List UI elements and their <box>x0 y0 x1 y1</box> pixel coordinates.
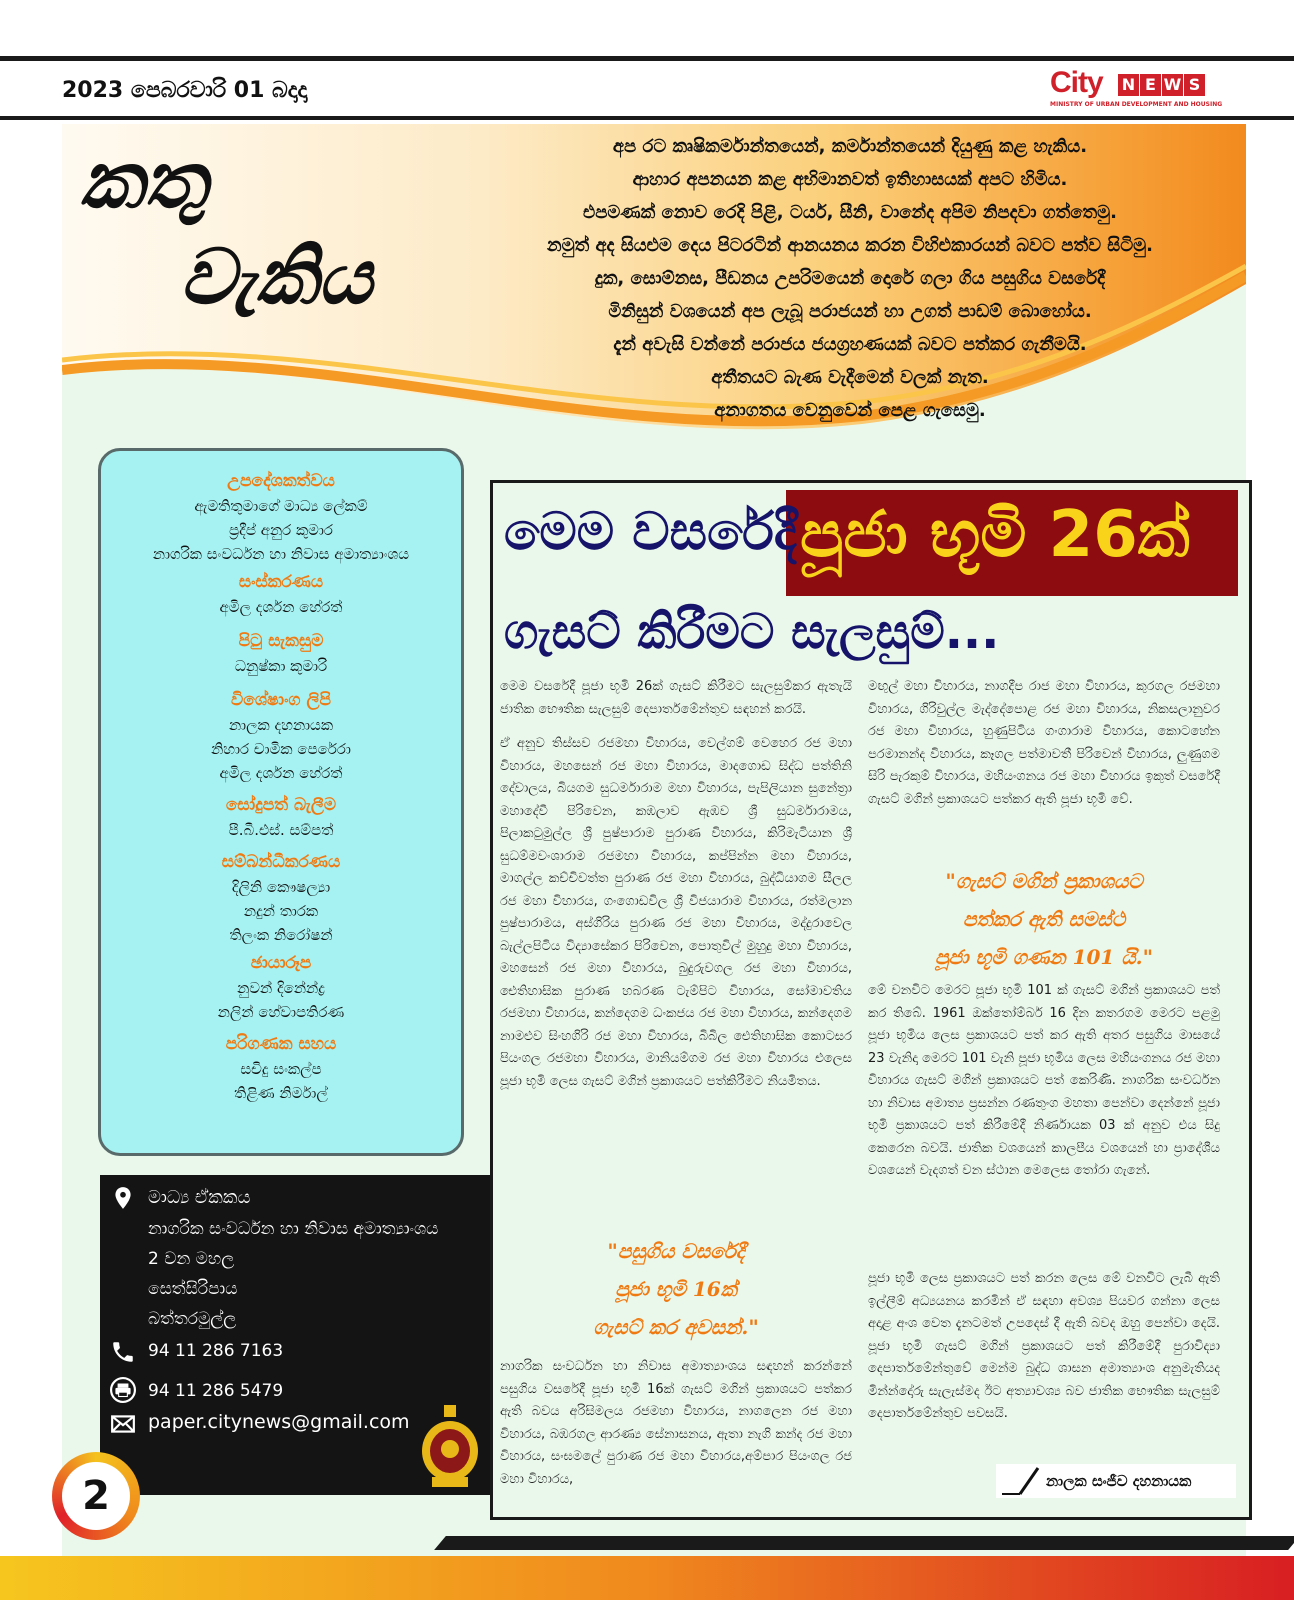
quote-line: මිනිසුන් වශයෙන් අප ලැබූ පරාජයන් හා උගත් පාඩම් බොහෝය. <box>608 301 1092 322</box>
quote-line: දුක, සොම්නස, පීඩනය උපරිමයෙන් දොරේ ගලා ගිය පසුගිය වසරේදී <box>594 268 1106 289</box>
credit-name: නාලක දහනායක <box>228 716 334 734</box>
credits-box <box>98 448 464 1156</box>
phone-number[interactable]: 94 11 286 7163 <box>148 1341 284 1361</box>
page-number: 2 <box>62 1462 130 1530</box>
credit-heading: සම්බන්ධීකරණය <box>221 852 341 872</box>
credit-name: දිලිනි කෞෂල්‍යා <box>231 878 331 896</box>
article-column-1-continued <box>500 1356 852 1503</box>
top-rule <box>0 56 1294 61</box>
citynews-logo <box>1050 66 1232 110</box>
pull-quote-line: ගැසට් කර අවසන්." <box>593 1315 759 1339</box>
footer-dark-stripe <box>434 1536 1294 1550</box>
quote-line: එපමණක් නොව රෙදි පිළි, ටයර්, සීනි, වානේද අපිම නිපදවා ගත්තෙමු. <box>583 202 1117 223</box>
credit-name: නදුන් තාරක <box>243 902 319 920</box>
byline-slash-icon <box>996 1464 1042 1498</box>
article-paragraph: මඟුල් මහා විහාරය, නාගදීප රාජ මහා විහාරය, කුරගල රජමහා විහාරය, ගිරිවුල්ල මැද්දේපොළ රජ මහා විහාරය, නිකසලානුවර රජ මහා විහාරය, හුණුපිටිය ගංගාරාම විහාරය, කොටහේන පරමානන්ද විහාරය, කෑගල පත්මාවතී පිරිවෙන් විහාරය, ලුණුගම සිරි පැරකුම් විහාරය, මහියංගනය රජ මහා විහාරය ඉකුත් වසරේදී ගැසට් මගින් ප්‍රකාශයට පත්කර ඇති පූජා භූමි වේ. <box>868 679 1220 807</box>
author-name: නාලක සංජීව දහනායක <box>1046 1472 1192 1490</box>
pull-quote-line: "පසුගිය වසරේදී <box>607 1239 745 1263</box>
credit-name: නාගරික සංවර්ධන හා නිවාස අමාත්‍යාංශය <box>152 545 410 563</box>
pull-quote-line: පූජා භූමි ගණන 101 යි." <box>934 945 1154 969</box>
quote-line: නමුත් අද සියළුම දෙය පිටරටින් ආනයනය කරන විහිළුකාරයන් බවට පත්ව සිටිමු. <box>547 235 1153 256</box>
credit-name: පී.බී.එස්. සම්පත් <box>228 821 334 839</box>
article-column-1 <box>500 676 852 1105</box>
location-pin-icon <box>110 1185 136 1211</box>
logo-tagline: MINISTRY OF URBAN DEVELOPMENT AND HOUSING <box>1050 101 1223 108</box>
page-number-badge <box>52 1452 140 1540</box>
credit-heading: සංස්කරණය <box>238 572 324 592</box>
contact-box <box>100 1175 492 1495</box>
credit-heading: උපදේශකත්වය <box>227 471 335 491</box>
article-paragraph: ඒ අනුව තිස්සව රජමහා විහාරය, වෙල්ගම් වෙහෙර රජ මහා විහාරය, මහසෙන් රජ මහා විහාරය, මාදගොඩ සිද්ධ පත්තිනි දේවාලය, බියගම සුධර්මාරාම මහා විහාරය, පැපිලියාන සුනේත්‍රා මහාදේවී පිරිවෙන, කඹලාව ඇඹව ශ්‍රී සුධර්මාරාමය, පිලාකටුමුල්ල ශ්‍රී පුෂ්පාරාම පුරාණ විහාරය, කිරිමැටියාන ශ්‍රී සුධම්මවංශාරාම රජමහා විහාරය, කප්පින්න මහා විහාරය, මාගල්ල කච්චිවත්ත පුරාණ රජ මහා විහාරය, බුද්ධියාගම සීලල රජ මහා විහාරය, ගංගොඩවිල ශ්‍රී විජයාරාම විහාරය, රත්මලාන පුෂ්පාරාමය, අස්ගිරිය පුරාණ රජ මහා විහාරය, මද්දුරාවෙල බැල්ලපිටිය විද්‍යාසේකර පිරිවෙන, පොතුවිල් මුහුදු මහා විහාරය, මහසෙන් රජ මහා විහාරය, බුදුරුවගල රජ මහා විහාරය, ඓතිහාසික පුරාණ හබරණ ටැම්පිට විහාරය, සෝමාවතිය රජමහා විහාරය, කන්දෙගම ධංකජය රජ මහා විහාරය, කන්දෙගම නාමළුව සිංහගිරි රජ මහා විහාරය, බිබිල ඓතිහාසික කොටසර පියංගල රජමහා විහාරය, මානියම්ගම රජ මහා විහාරය එලෙස පූජා භූමි ලෙස ගැසට් මගින් ප්‍රකාශයට පත්කිරීමට නියමිතය. <box>500 736 852 1089</box>
fax-number[interactable]: 94 11 286 5479 <box>148 1381 284 1401</box>
phone-icon <box>110 1339 136 1365</box>
headline-part1: මෙම වසරේදී <box>504 502 797 562</box>
logo-news-letter: W <box>1163 75 1182 94</box>
credit-heading: විශේෂාංග ලිපි <box>231 690 331 710</box>
credit-heading: පරිගණක සහය <box>225 1034 337 1054</box>
credit-name: ඇමතිතුමාගේ මාධ්‍ය ලේකම් <box>194 497 368 515</box>
media-unit-label: මාධ්‍ය ඒකකය <box>148 1187 251 1208</box>
editorial-quote <box>470 130 1230 427</box>
quote-line: දැන් අවැසි වන්නේ පරාජය ජයග්‍රහණයක් බවට පත්කර ගැනීමයි. <box>613 334 1087 355</box>
logo-city-text: City <box>1050 66 1103 99</box>
header-rule <box>0 116 1294 120</box>
editorial-title-line2: වැකිය <box>180 232 373 321</box>
address-line: බත්තරමුල්ල <box>148 1309 237 1329</box>
address-line: නාගරික සංවර්ධන හා නිවාස අමාත්‍යාංශය <box>148 1219 439 1239</box>
pull-quote-2 <box>868 862 1220 976</box>
logo-news-letter: E <box>1140 74 1161 96</box>
mail-icon <box>110 1411 136 1437</box>
credit-name: තිලංක නිරෝෂන් <box>229 926 333 944</box>
credit-heading: ඡායාරූප <box>250 953 312 973</box>
credit-name: අමිල දර්ශන හේරත් <box>219 764 343 782</box>
credit-name: නලින් හේවාපතිරණ <box>217 1003 345 1021</box>
address-line: 2 වන මහල <box>148 1249 235 1269</box>
quote-line: අනාගතය වෙනුවෙන් පෙළ ගැසෙමු. <box>714 400 986 421</box>
credit-name: අමිල දර්ශන හේරත් <box>219 598 343 616</box>
byline <box>996 1464 1236 1498</box>
logo-news-letter: N <box>1118 74 1139 96</box>
pull-quote-1 <box>500 1232 852 1346</box>
credit-name: සචිදු සංකල්ප <box>240 1060 322 1078</box>
headline-highlight: පූජා භූමි 26ක් <box>800 498 1190 572</box>
credit-heading: සෝදුපත් බැලීම <box>225 795 337 815</box>
pull-quote-line: පූජා භූමි 16ක් <box>615 1277 737 1301</box>
address-line: සෙත්සිරිපාය <box>148 1279 238 1299</box>
issue-date: 2023 පෙබරවාරි 01 බදාදා <box>62 78 308 103</box>
pull-quote-line: "ගැසට් මගින් ප්‍රකාශයට <box>945 869 1143 893</box>
credit-name: ප්‍රදීප් අනුර කුමාර <box>229 521 333 539</box>
editorial-title-line1: කතු <box>80 135 207 226</box>
footer-gradient-stripe <box>0 1556 1294 1600</box>
credit-name: තිළිණ නිර්මාල් <box>234 1084 328 1102</box>
article-column-2-final <box>868 1268 1220 1438</box>
fax-icon <box>110 1377 136 1403</box>
quote-line: අතීතයට බැණ වැදීමෙන් වලක් නැත. <box>711 367 989 388</box>
state-emblem-icon <box>418 1405 482 1489</box>
article-paragraph: පූජා භූමි ලෙස ප්‍රකාශයට පත් කරන ලෙස මේ වනවිට ලැබී ඇති ඉල්ලීම් අධ්‍යයනය කරමින් ඒ සඳහා අවශ්‍ය පියවර ගන්නා ලෙස අදාළ අංශ වෙත දැනටමත් උපදෙස් දී ඇති බවද ඔහු පෙන්වා දෙයි. පූජා භූමි ගැසට් මගින් ප්‍රකාශයට පත් කිරීමේදී පුරාවිද්‍යා දෙපාර්තමේන්තුවේ මෙන්ම බුද්ධ ශාසන අමාත්‍යාංශ අනුමැතියද මින්න්දෝරු සැලැස්මද ඊට අත්‍යාවශ්‍ය බව ජාතික භෞතික සැලසුම් දෙපාර්තමේන්තුව පවසයි. <box>868 1271 1220 1421</box>
headline-part2: ගැසට් කිරීමට සැලසුම්... <box>504 604 1000 660</box>
article-paragraph: නාගරික සංවර්ධන හා නිවාස අමාත්‍යාංශය සඳහන් කරන්නේ පසුගිය වසරේදී පූජා භූමි 16ක් ගැසට් මගින් ප්‍රකාශයට පත්කර ඇති බවය අරිසිමලය රජමහා විහාරය, නාගලෙන රජ මහා විහාරය, බඹරගල ආරණ්‍ය සේනාසනය, ඇතා නැගි කන්ද රජ මහා විහාරය, සංඝමලේ පුරාණ රජ මහා විහාරය,අම්පාර පියංගල රජ මහා විහාරය, <box>500 1359 852 1487</box>
credit-name: නුවන් දිනේන්ද්‍ර <box>237 979 325 997</box>
quote-line: අප රට කෘෂිකර්මාන්තයෙන්, කර්මාන්තයෙන් දියුණු කළ හැකිය. <box>612 136 1088 157</box>
logo-news-blocks <box>1118 74 1205 96</box>
credit-heading: පිටු සැකසුම <box>238 631 324 651</box>
email-link[interactable]: paper.citynews@gmail.com <box>148 1411 410 1433</box>
pull-quote-line: පත්කර ඇති සමස්ථ <box>962 907 1126 931</box>
credit-name: නිහාර චාමික පෙරේරා <box>211 740 351 758</box>
article-paragraph: මෙම වසරේදී පූජා භූමි 26ක් ගැසට් කිරීමට සැලසුම්කර ඇතැයි ජාතික භෞතික සැලසුම් දෙපාර්තමේන්තුව සඳහන් කරයි. <box>500 679 852 717</box>
logo-news-letter: S <box>1184 74 1205 96</box>
article-column-2 <box>868 676 1220 823</box>
quote-line: ආහාර අපනයන කළ අභිමානවත් ඉතිහාසයක් අපට හිමිය. <box>632 169 1068 190</box>
credit-name: ධනුෂ්කා කුමාරි <box>234 657 328 675</box>
article-column-2-continued <box>868 980 1220 1195</box>
article-paragraph: මේ වනවිට මෙරට පූජා භූමි 101 ක් ගැසට් මගින් ප්‍රකාශයට පත් කර තිබේ. 1961 ඔක්තෝම්බර් 16 දින කතරගම මෙරට පළමු පූජා භූමිය ලෙස ප්‍රකාශයට පත් කර ඇති අතර පසුගිය මාසයේ 23 වැනිදා මෙරට 101 වැනි පූජා භූමිය ලෙස මහියංගනය රජ මහා විහාරය ගැසට් මගින් ප්‍රකාශයට පත් කෙරිණි. නාගරික සංවර්ධන හා නිවාස අමාත්‍ය ප්‍රසන්න රණතුංග මහතා පෙන්වා දෙන්නේ පූජා භූමි ප්‍රකාශයට පත් කිරීමේදී නිර්ණායක 03 ක් අනුව එය සිදු කෙරෙන බවයි. ජාතික වශයෙන් කාලපීය වශයෙන් හා ප්‍රාදේශීය වශයෙන් වැදගත් වන ස්ථාන මෙලෙස තෝරා ගැනේ. <box>868 983 1220 1178</box>
